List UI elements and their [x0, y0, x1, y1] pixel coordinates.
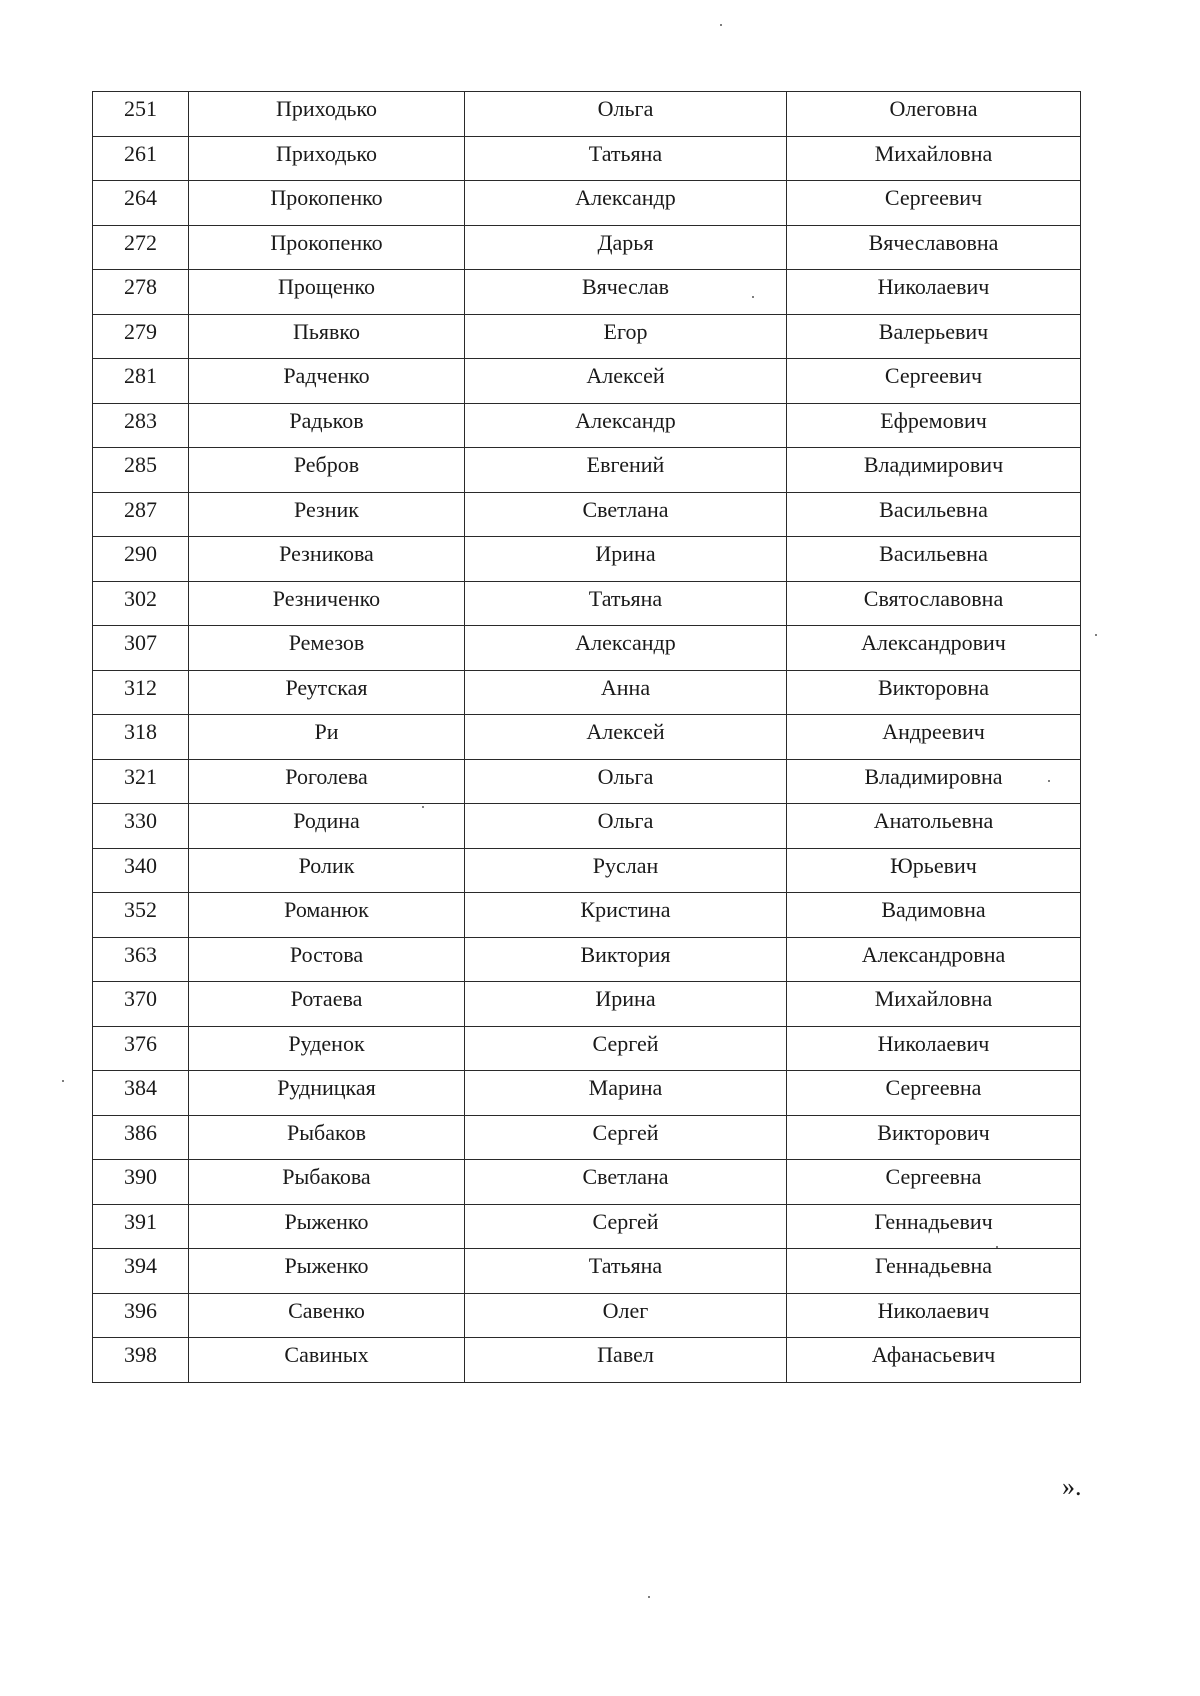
row-number-cell: 391: [93, 1204, 189, 1249]
row-number-cell: 370: [93, 982, 189, 1027]
table-row: [93, 359, 1081, 404]
patronymic-cell: Афанасьевич: [787, 1338, 1081, 1383]
first-name-cell: Сергей: [465, 1115, 787, 1160]
table-row: [93, 270, 1081, 315]
patronymic-cell: Владимирович: [787, 448, 1081, 493]
first-name-cell: Дарья: [465, 225, 787, 270]
first-name-cell: Егор: [465, 314, 787, 359]
roster-table: [92, 91, 1081, 1383]
patronymic-cell: Ефремович: [787, 403, 1081, 448]
first-name-cell: Руслан: [465, 848, 787, 893]
first-name-cell: Светлана: [465, 492, 787, 537]
scan-speck: [62, 1080, 64, 1082]
patronymic-cell: Васильевна: [787, 537, 1081, 582]
surname-cell: Прокопенко: [189, 181, 465, 226]
table-row: [93, 1115, 1081, 1160]
patronymic-cell: Александрович: [787, 626, 1081, 671]
surname-cell: Резниченко: [189, 581, 465, 626]
surname-cell: Приходько: [189, 92, 465, 137]
row-number-cell: 302: [93, 581, 189, 626]
row-number-cell: 398: [93, 1338, 189, 1383]
table-row: [93, 1204, 1081, 1249]
surname-cell: Рыбаков: [189, 1115, 465, 1160]
surname-cell: Пьявко: [189, 314, 465, 359]
table-row: [93, 92, 1081, 137]
row-number-cell: 384: [93, 1071, 189, 1116]
scan-speck: [648, 1596, 650, 1598]
row-number-cell: 281: [93, 359, 189, 404]
first-name-cell: Ирина: [465, 537, 787, 582]
first-name-cell: Александр: [465, 403, 787, 448]
table-row: [93, 715, 1081, 760]
table-row: [93, 492, 1081, 537]
scan-speck: [1095, 634, 1097, 636]
patronymic-cell: Анатольевна: [787, 804, 1081, 849]
patronymic-cell: Михайловна: [787, 136, 1081, 181]
first-name-cell: Алексей: [465, 715, 787, 760]
row-number-cell: 394: [93, 1249, 189, 1294]
scan-speck: [422, 806, 424, 808]
table-row: [93, 537, 1081, 582]
row-number-cell: 279: [93, 314, 189, 359]
roster-table-body: [93, 92, 1081, 1383]
surname-cell: Приходько: [189, 136, 465, 181]
patronymic-cell: Юрьевич: [787, 848, 1081, 893]
table-row: [93, 848, 1081, 893]
row-number-cell: 272: [93, 225, 189, 270]
scan-speck: [1048, 780, 1050, 782]
surname-cell: Родина: [189, 804, 465, 849]
first-name-cell: Светлана: [465, 1160, 787, 1205]
patronymic-cell: Сергеевна: [787, 1071, 1081, 1116]
table-row: [93, 581, 1081, 626]
surname-cell: Радьков: [189, 403, 465, 448]
patronymic-cell: Николаевич: [787, 1293, 1081, 1338]
first-name-cell: Сергей: [465, 1026, 787, 1071]
table-row: [93, 1026, 1081, 1071]
surname-cell: Рыбакова: [189, 1160, 465, 1205]
table-row: [93, 1160, 1081, 1205]
row-number-cell: 390: [93, 1160, 189, 1205]
table-row: [93, 225, 1081, 270]
first-name-cell: Олег: [465, 1293, 787, 1338]
row-number-cell: 386: [93, 1115, 189, 1160]
table-row: [93, 181, 1081, 226]
row-number-cell: 290: [93, 537, 189, 582]
row-number-cell: 264: [93, 181, 189, 226]
row-number-cell: 376: [93, 1026, 189, 1071]
first-name-cell: Ирина: [465, 982, 787, 1027]
patronymic-cell: Викторовна: [787, 670, 1081, 715]
table-row: [93, 403, 1081, 448]
patronymic-cell: Михайловна: [787, 982, 1081, 1027]
first-name-cell: Алексей: [465, 359, 787, 404]
surname-cell: Савиных: [189, 1338, 465, 1383]
patronymic-cell: Геннадьевна: [787, 1249, 1081, 1294]
first-name-cell: Ольга: [465, 92, 787, 137]
table-row: [93, 937, 1081, 982]
table-row: [93, 759, 1081, 804]
patronymic-cell: Геннадьевич: [787, 1204, 1081, 1249]
patronymic-cell: Олеговна: [787, 92, 1081, 137]
surname-cell: Ротаева: [189, 982, 465, 1027]
scan-speck: [996, 1246, 998, 1248]
first-name-cell: Ольга: [465, 759, 787, 804]
scan-speck: [720, 24, 722, 26]
row-number-cell: 283: [93, 403, 189, 448]
first-name-cell: Ольга: [465, 804, 787, 849]
surname-cell: Рыженко: [189, 1249, 465, 1294]
surname-cell: Резникова: [189, 537, 465, 582]
first-name-cell: Сергей: [465, 1204, 787, 1249]
surname-cell: Ри: [189, 715, 465, 760]
patronymic-cell: Николаевич: [787, 270, 1081, 315]
table-row: [93, 670, 1081, 715]
patronymic-cell: Сергеевич: [787, 181, 1081, 226]
surname-cell: Руденок: [189, 1026, 465, 1071]
surname-cell: Рудницкая: [189, 1071, 465, 1116]
first-name-cell: Татьяна: [465, 136, 787, 181]
table-row: [93, 1071, 1081, 1116]
row-number-cell: 287: [93, 492, 189, 537]
patronymic-cell: Вадимовна: [787, 893, 1081, 938]
first-name-cell: Александр: [465, 626, 787, 671]
table-row: [93, 1249, 1081, 1294]
row-number-cell: 312: [93, 670, 189, 715]
table-row: [93, 982, 1081, 1027]
surname-cell: Ролик: [189, 848, 465, 893]
first-name-cell: Виктория: [465, 937, 787, 982]
first-name-cell: Кристина: [465, 893, 787, 938]
patronymic-cell: Валерьевич: [787, 314, 1081, 359]
row-number-cell: 330: [93, 804, 189, 849]
surname-cell: Радченко: [189, 359, 465, 404]
surname-cell: Ростова: [189, 937, 465, 982]
first-name-cell: Татьяна: [465, 1249, 787, 1294]
row-number-cell: 363: [93, 937, 189, 982]
first-name-cell: Марина: [465, 1071, 787, 1116]
surname-cell: Резник: [189, 492, 465, 537]
table-row: [93, 893, 1081, 938]
patronymic-cell: Васильевна: [787, 492, 1081, 537]
patronymic-cell: Андреевич: [787, 715, 1081, 760]
patronymic-cell: Викторович: [787, 1115, 1081, 1160]
table-row: [93, 1293, 1081, 1338]
surname-cell: Реутская: [189, 670, 465, 715]
table-row: [93, 1338, 1081, 1383]
patronymic-cell: Сергеевич: [787, 359, 1081, 404]
table-row: [93, 804, 1081, 849]
patronymic-cell: Святославовна: [787, 581, 1081, 626]
row-number-cell: 251: [93, 92, 189, 137]
surname-cell: Прощенко: [189, 270, 465, 315]
patronymic-cell: Владимировна: [787, 759, 1081, 804]
row-number-cell: 261: [93, 136, 189, 181]
closing-quote-mark: ».: [1062, 1472, 1082, 1501]
surname-cell: Рыженко: [189, 1204, 465, 1249]
first-name-cell: Анна: [465, 670, 787, 715]
first-name-cell: Павел: [465, 1338, 787, 1383]
surname-cell: Романюк: [189, 893, 465, 938]
row-number-cell: 352: [93, 893, 189, 938]
row-number-cell: 318: [93, 715, 189, 760]
row-number-cell: 278: [93, 270, 189, 315]
scan-speck: [752, 296, 754, 298]
table-row: [93, 136, 1081, 181]
first-name-cell: Вячеслав: [465, 270, 787, 315]
first-name-cell: Александр: [465, 181, 787, 226]
surname-cell: Савенко: [189, 1293, 465, 1338]
surname-cell: Роголева: [189, 759, 465, 804]
row-number-cell: 321: [93, 759, 189, 804]
surname-cell: Прокопенко: [189, 225, 465, 270]
row-number-cell: 307: [93, 626, 189, 671]
patronymic-cell: Вячеславовна: [787, 225, 1081, 270]
table-row: [93, 626, 1081, 671]
patronymic-cell: Александровна: [787, 937, 1081, 982]
first-name-cell: Татьяна: [465, 581, 787, 626]
table-row: [93, 448, 1081, 493]
table-row: [93, 314, 1081, 359]
first-name-cell: Евгений: [465, 448, 787, 493]
row-number-cell: 396: [93, 1293, 189, 1338]
surname-cell: Ремезов: [189, 626, 465, 671]
surname-cell: Ребров: [189, 448, 465, 493]
row-number-cell: 340: [93, 848, 189, 893]
patronymic-cell: Николаевич: [787, 1026, 1081, 1071]
patronymic-cell: Сергеевна: [787, 1160, 1081, 1205]
row-number-cell: 285: [93, 448, 189, 493]
